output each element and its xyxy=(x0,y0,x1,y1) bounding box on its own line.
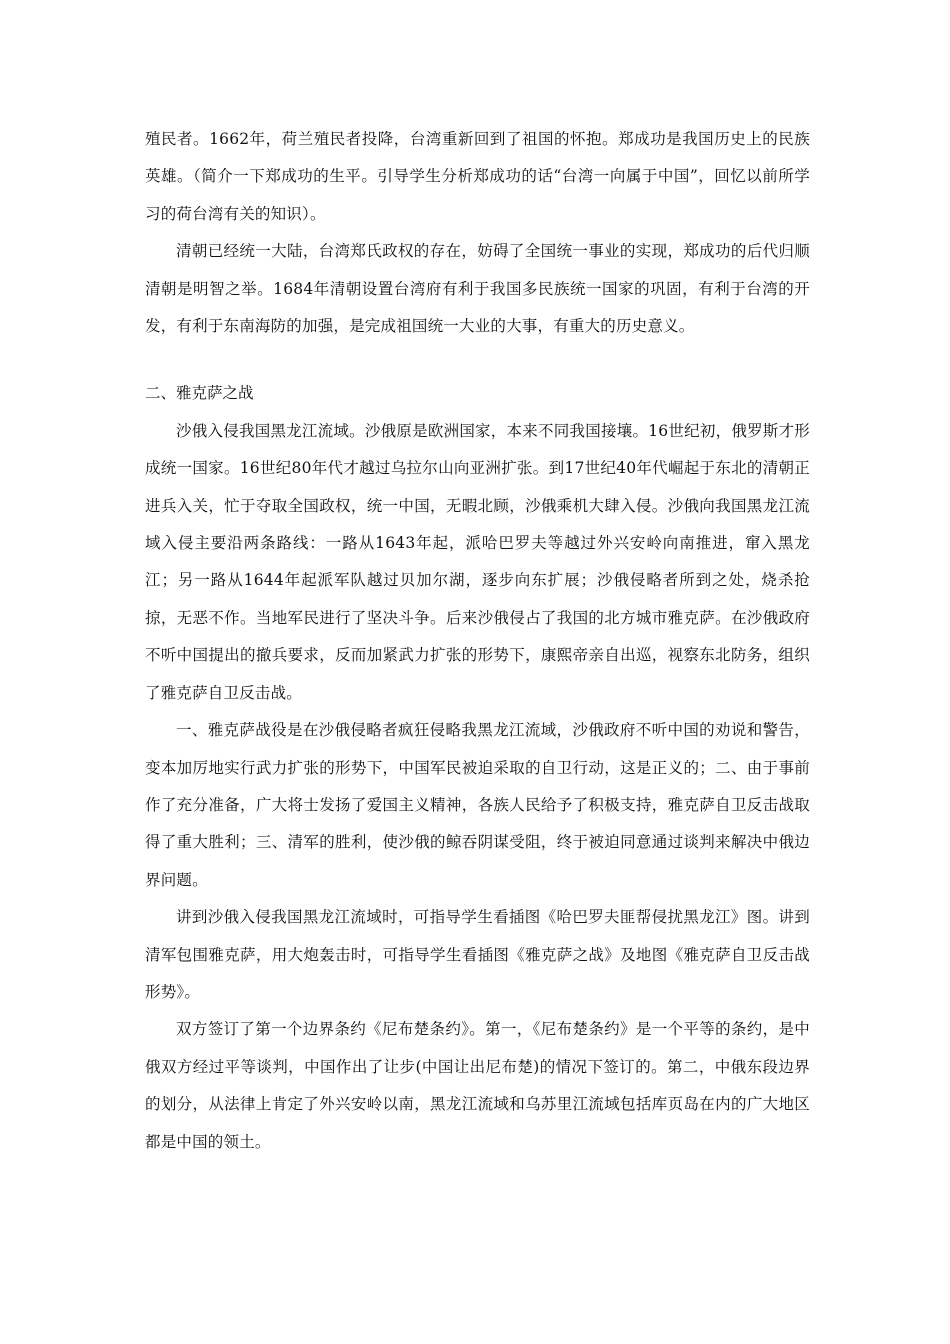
document-page xyxy=(145,121,810,1161)
paragraph-qing-taiwan: 清朝已经统一大陆，台湾郑氏政权的存在，妨碍了全国统一事业的实现，郑成功的后代归顺清朝是明智之举。1684年清朝设置台湾府有利于我国多民族统一国家的巩固，有利于台湾的开发，有利于东南海防的加强，是完成祖国统一大业的大事，有重大的历史意义。 xyxy=(145,242,810,336)
paragraph-battle-significance: 一、雅克萨战役是在沙俄侵略者疯狂侵略我黑龙江流域，沙俄政府不听中国的劝说和警告，变本加厉地实行武力扩张的形势下，中国军民被迫采取的自卫行动，这是正义的；二、由于事前作了充分准备，广大将士发扬了爱国主义精神，各族人民给予了积极支持，雅克萨自卫反击战取得了重大胜利；三、清军的胜利，使沙俄的鲸吞阴谋受阻，终于被迫同意通过谈判来解决中俄边界问题。 xyxy=(145,721,810,889)
section-heading-yakesa: 二、雅克萨之战 xyxy=(145,384,254,403)
paragraph-teaching-illustrations: 讲到沙俄入侵我国黑龙江流域时，可指导学生看插图《哈巴罗夫匪帮侵扰黑龙江》图。讲到清军包围雅克萨，用大炮轰击时，可指导学生看插图《雅克萨之战》及地图《雅克萨自卫反击战形势》。 xyxy=(145,908,810,1001)
section-spacer xyxy=(145,345,810,375)
paragraph-russia-invasion: 沙俄入侵我国黑龙江流域。沙俄原是欧洲国家，本来不同我国接壤。16世纪初，俄罗斯才形成统一国家。16世纪80年代才越过乌拉尔山向亚洲扩张。到17世纪40年代崛起于东北的清朝正进兵入关，忙于夺取全国政权，统一中国，无暇北顾，沙俄乘机大肆入侵。沙俄向我国黑龙江流域入侵主要沿两条路线：一路从1643年起，派哈巴罗夫等越过外兴安岭向南推进，窜入黑龙江；另一路从1644年起派军队越过贝加尔湖，逐步向东扩展；沙俄侵略者所到之处，烧杀抢掠，无恶不作。当地军民进行了坚决斗争。后来沙俄侵占了我国的北方城市雅克萨。在沙俄政府不听中国提出的撤兵要求，反而加紧武力扩张的形势下，康熙帝亲自出巡，视察东北防务，组织了雅克萨自卫反击战。 xyxy=(145,421,810,702)
paragraph-nerchinsk-treaty: 双方签订了第一个边界条约《尼布楚条约》。第一，《尼布楚条约》是一个平等的条约，是中俄双方经过平等谈判，中国作出了让步(中国让出尼布楚)的情况下签订的。第二，中俄东段边界的划分，从法律上肯定了外兴安岭以南，黑龙江流域和乌苏里江流域包括库页岛在内的广大地区都是中国的领土。 xyxy=(145,1020,810,1151)
paragraph-zheng-chenggong: 殖民者。1662年，荷兰殖民者投降，台湾重新回到了祖国的怀抱。郑成功是我国历史上的民族英雄。（简介一下郑成功的生平。引导学生分析郑成功的话“台湾一向属于中国”，回忆以前所学习的荷台湾有关的知识）。 xyxy=(145,130,810,223)
